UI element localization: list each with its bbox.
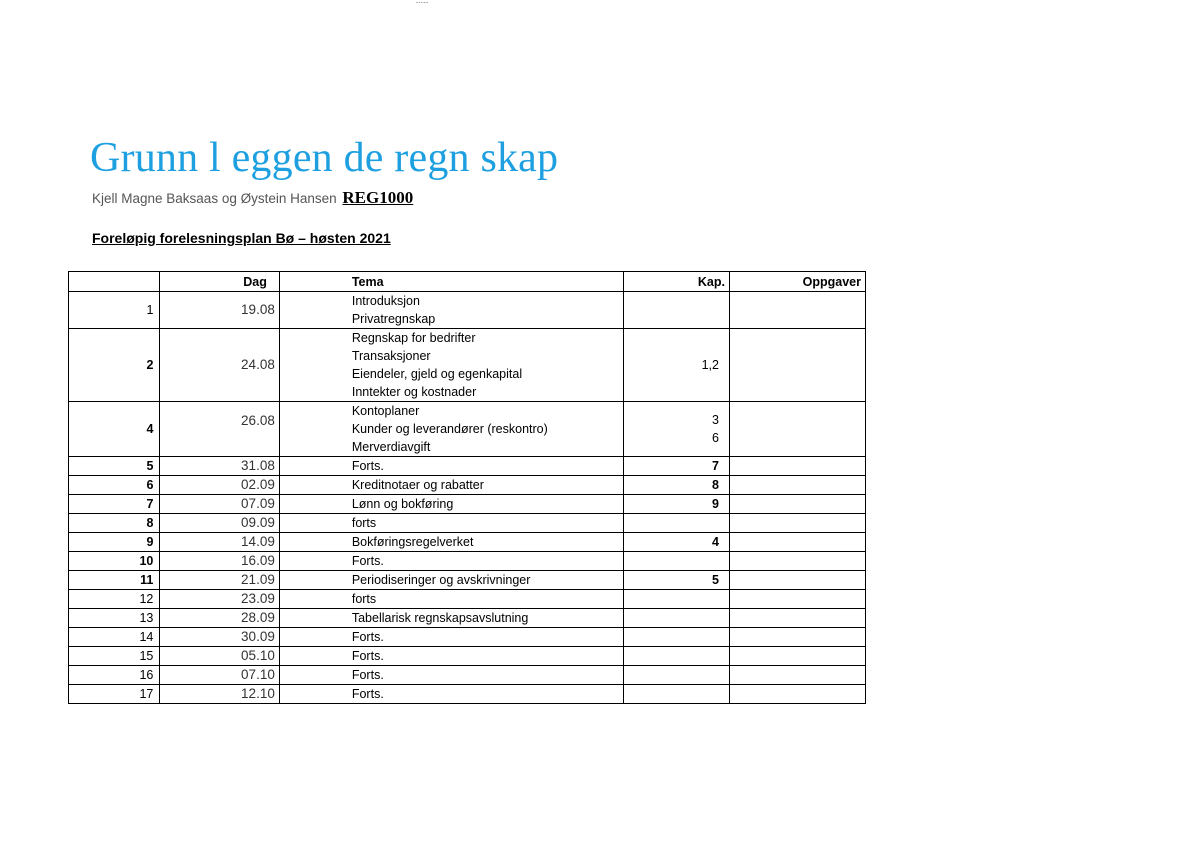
table-row — [69, 590, 866, 609]
topic-line: Kreditnotaer og rabatter — [351, 478, 484, 492]
table-row — [69, 628, 866, 647]
row-topic — [279, 329, 623, 402]
row-topic — [279, 514, 623, 533]
row-number: 15 — [69, 647, 160, 666]
row-topic — [279, 590, 623, 609]
row-assignments — [729, 329, 865, 402]
document-subtitle — [92, 188, 413, 208]
row-chapter — [624, 685, 730, 704]
row-date: 14.09 — [160, 533, 279, 552]
row-assignments — [729, 457, 865, 476]
page-top-mark: ----- — [416, 0, 429, 6]
table-row — [69, 609, 866, 628]
row-chapter — [624, 533, 730, 552]
topic-line: Eiendeler, gjeld og egenkapital — [351, 367, 523, 381]
row-number: 17 — [69, 685, 160, 704]
row-topic — [279, 647, 623, 666]
topic-line: Forts. — [351, 649, 384, 663]
row-chapter — [624, 609, 730, 628]
authors-text: Kjell Magne Baksaas og Øystein Hansen — [92, 191, 337, 206]
row-number: 10 — [69, 552, 160, 571]
table-row — [69, 514, 866, 533]
row-number: 4 — [69, 402, 160, 457]
row-chapter — [624, 590, 730, 609]
table-row — [69, 495, 866, 514]
row-chapter — [624, 476, 730, 495]
row-assignments — [729, 514, 865, 533]
row-assignments — [729, 609, 865, 628]
topic-line: Forts. — [351, 687, 384, 701]
row-number: 14 — [69, 628, 160, 647]
topic-line: forts — [351, 592, 377, 606]
table-row — [69, 476, 866, 495]
row-topic — [279, 476, 623, 495]
row-date: 28.09 — [160, 609, 279, 628]
row-topic — [279, 666, 623, 685]
topic-line: Regnskap for bedrifter — [351, 331, 476, 345]
row-chapter — [624, 402, 730, 457]
topic-line: Kunder og leverandører (reskontro) — [351, 422, 548, 436]
row-topic — [279, 552, 623, 571]
row-number: 6 — [69, 476, 160, 495]
row-topic — [279, 402, 623, 457]
row-chapter — [624, 666, 730, 685]
table-row — [69, 552, 866, 571]
chapter-line: 1,2 — [701, 358, 719, 372]
row-date: 26.08 — [160, 402, 279, 457]
topic-line: Forts. — [351, 630, 384, 644]
row-topic — [279, 628, 623, 647]
row-chapter — [624, 628, 730, 647]
row-chapter — [624, 552, 730, 571]
header-dag: Dag — [160, 272, 279, 292]
row-topic — [279, 571, 623, 590]
chapter-line: 4 — [712, 535, 719, 549]
table-body — [69, 292, 866, 704]
row-date: 05.10 — [160, 647, 279, 666]
row-assignments — [729, 292, 865, 329]
row-number: 8 — [69, 514, 160, 533]
topic-line: Periodiseringer og avskrivninger — [351, 573, 531, 587]
row-number: 5 — [69, 457, 160, 476]
topic-line: Forts. — [351, 668, 384, 682]
row-number: 1 — [69, 292, 160, 329]
row-date: 07.10 — [160, 666, 279, 685]
row-assignments — [729, 628, 865, 647]
row-topic — [279, 609, 623, 628]
topic-line: Privatregnskap — [351, 312, 436, 326]
row-assignments — [729, 666, 865, 685]
row-chapter — [624, 329, 730, 402]
topic-line: Bokføringsregelverket — [351, 535, 474, 549]
row-chapter — [624, 495, 730, 514]
table-row — [69, 329, 866, 402]
course-code: REG1000 — [342, 188, 414, 207]
row-assignments — [729, 552, 865, 571]
chapter-line: 3 — [712, 413, 719, 427]
table-row — [69, 685, 866, 704]
row-chapter — [624, 292, 730, 329]
row-number: 2 — [69, 329, 160, 402]
row-date: 23.09 — [160, 590, 279, 609]
row-number: 13 — [69, 609, 160, 628]
lecture-schedule-table — [68, 271, 866, 704]
topic-line: Lønn og bokføring — [351, 497, 454, 511]
row-topic — [279, 685, 623, 704]
topic-line: Inntekter og kostnader — [351, 385, 477, 399]
topic-line: Merverdiavgift — [351, 440, 431, 454]
row-chapter — [624, 457, 730, 476]
table-header-row — [69, 272, 866, 292]
row-topic — [279, 495, 623, 514]
table-row — [69, 666, 866, 685]
chapter-line: 9 — [712, 497, 719, 511]
row-date: 31.08 — [160, 457, 279, 476]
row-date: 30.09 — [160, 628, 279, 647]
row-assignments — [729, 476, 865, 495]
row-date: 16.09 — [160, 552, 279, 571]
row-date: 19.08 — [160, 292, 279, 329]
topic-line: Tabellarisk regnskapsavslutning — [351, 611, 529, 625]
row-number: 11 — [69, 571, 160, 590]
table-row — [69, 292, 866, 329]
row-topic — [279, 533, 623, 552]
row-assignments — [729, 533, 865, 552]
topic-line: Kontoplaner — [351, 404, 420, 418]
header-kap: Kap. — [624, 272, 730, 292]
row-assignments — [729, 590, 865, 609]
topic-line: forts — [351, 516, 377, 530]
row-assignments — [729, 402, 865, 457]
row-assignments — [729, 571, 865, 590]
row-date: 07.09 — [160, 495, 279, 514]
topic-line: Forts. — [351, 459, 384, 473]
row-topic — [279, 457, 623, 476]
table-row — [69, 457, 866, 476]
table-row — [69, 402, 866, 457]
topic-line: Transaksjoner — [351, 349, 431, 363]
table-row — [69, 647, 866, 666]
table-row — [69, 571, 866, 590]
topic-line: Introduksjon — [351, 294, 420, 308]
row-date: 09.09 — [160, 514, 279, 533]
chapter-line: 8 — [712, 478, 719, 492]
row-number: 7 — [69, 495, 160, 514]
row-number: 12 — [69, 590, 160, 609]
row-number: 16 — [69, 666, 160, 685]
row-chapter — [624, 647, 730, 666]
row-date: 02.09 — [160, 476, 279, 495]
row-number: 9 — [69, 533, 160, 552]
header-oppgaver: Oppgaver — [729, 272, 865, 292]
row-assignments — [729, 647, 865, 666]
topic-line: Forts. — [351, 554, 384, 568]
header-num — [69, 272, 160, 292]
document-title: Grunn l eggen de regn skap — [90, 135, 559, 181]
row-date: 12.10 — [160, 685, 279, 704]
row-topic — [279, 292, 623, 329]
header-tema: Tema — [279, 272, 623, 292]
row-chapter — [624, 571, 730, 590]
chapter-line: 6 — [712, 431, 719, 445]
row-date: 24.08 — [160, 329, 279, 402]
chapter-line: 5 — [712, 573, 719, 587]
row-assignments — [729, 685, 865, 704]
chapter-line: 7 — [712, 459, 719, 473]
plan-heading: Foreløpig forelesningsplan Bø – høsten 2021 — [92, 230, 391, 246]
row-date: 21.09 — [160, 571, 279, 590]
row-assignments — [729, 495, 865, 514]
table-row — [69, 533, 866, 552]
row-chapter — [624, 514, 730, 533]
